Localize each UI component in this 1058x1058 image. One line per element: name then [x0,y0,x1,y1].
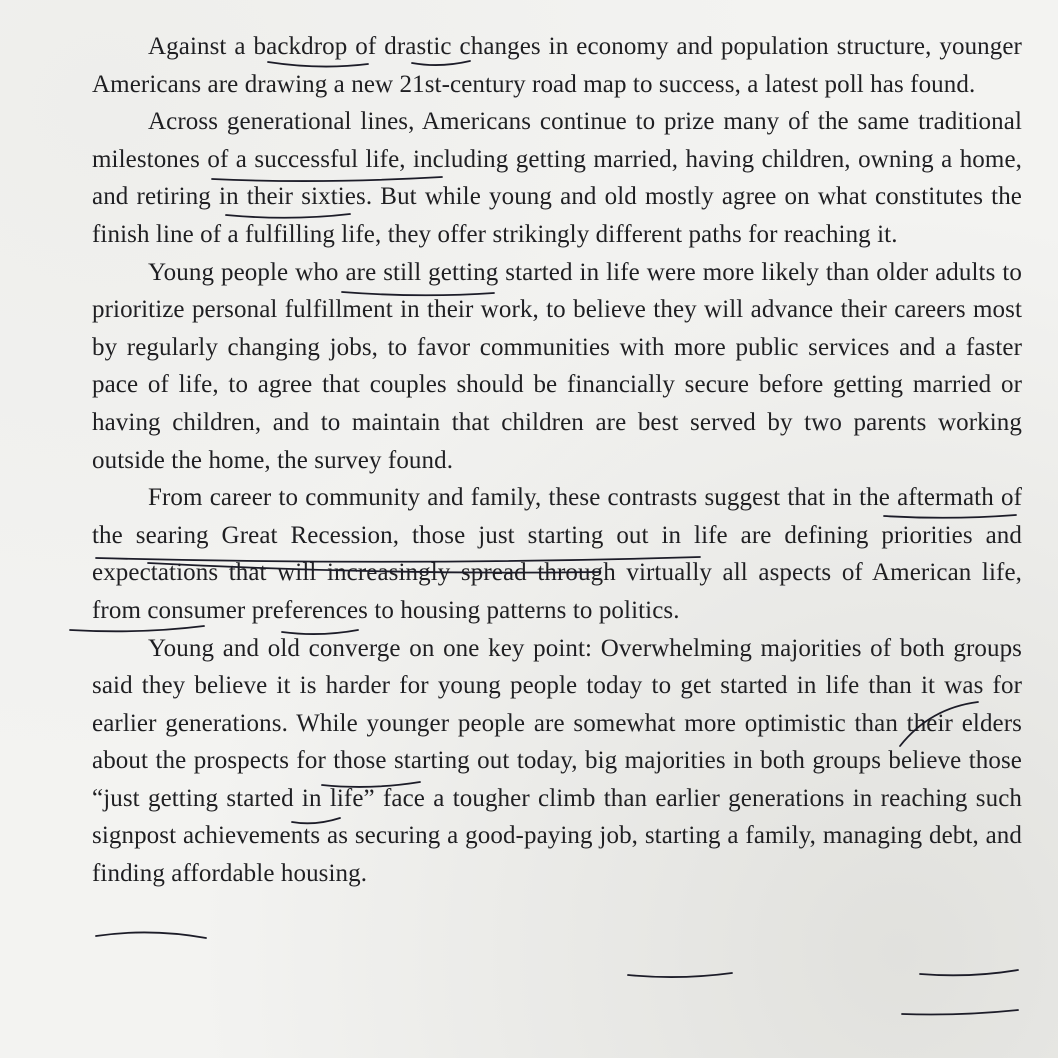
underline-securing [920,970,1018,975]
paragraph-1: Against a backdrop of drastic changes in economy and population structure, younger Americans are drawing a new 21st-century road map to success, a latest poll has found. [92,33,1022,98]
underline-affordable [902,1010,1018,1015]
paragraph-5: Young and old converge on one key point: Overwhelming majorities of both groups said they believe it is harder for young people today to get started in life than it was for earlier generations. While younger people are somewhat more optimistic than their elders about the prospects for those starting out today, big majorities in both groups believe those “just getting started in life” face a tougher climb than earlier generations in reaching such signpost achievements as securing a good-paying job, starting a family, managing debt, and finding affordable housing. [92,634,1022,888]
underline-majorities [96,932,206,938]
passage [92,28,1022,893]
underline-signpost [628,973,732,977]
paragraph-3: Young people who are still getting started in life were more likely than older adults to prioritize personal fulfillment in their work, to believe they will advance their careers most by regularly changing jobs, to favor communities with more public services and a faster pace of life, to agree that couples should be financially secure before getting married or having children, and to maintain that children are best served by two parents working outside the home, the survey found. [92,258,1022,474]
paragraph-2: Across generational lines, Americans continue to prize many of the same traditional milestones of a successful life, including getting married, having children, owning a home, and retiring in their sixties. But while young and old mostly agree on what constitutes the finish line of a fulfilling life, they offer strikingly different paths for reaching it. [92,108,1022,248]
paragraph-4: From career to community and family, these contrasts suggest that in the aftermath of the searing Great Recession, those just starting out in life are defining priorities and expectations that will increasingly spread through virtually all aspects of American life, from consumer preferences to housing patterns to politics. [92,484,1022,624]
